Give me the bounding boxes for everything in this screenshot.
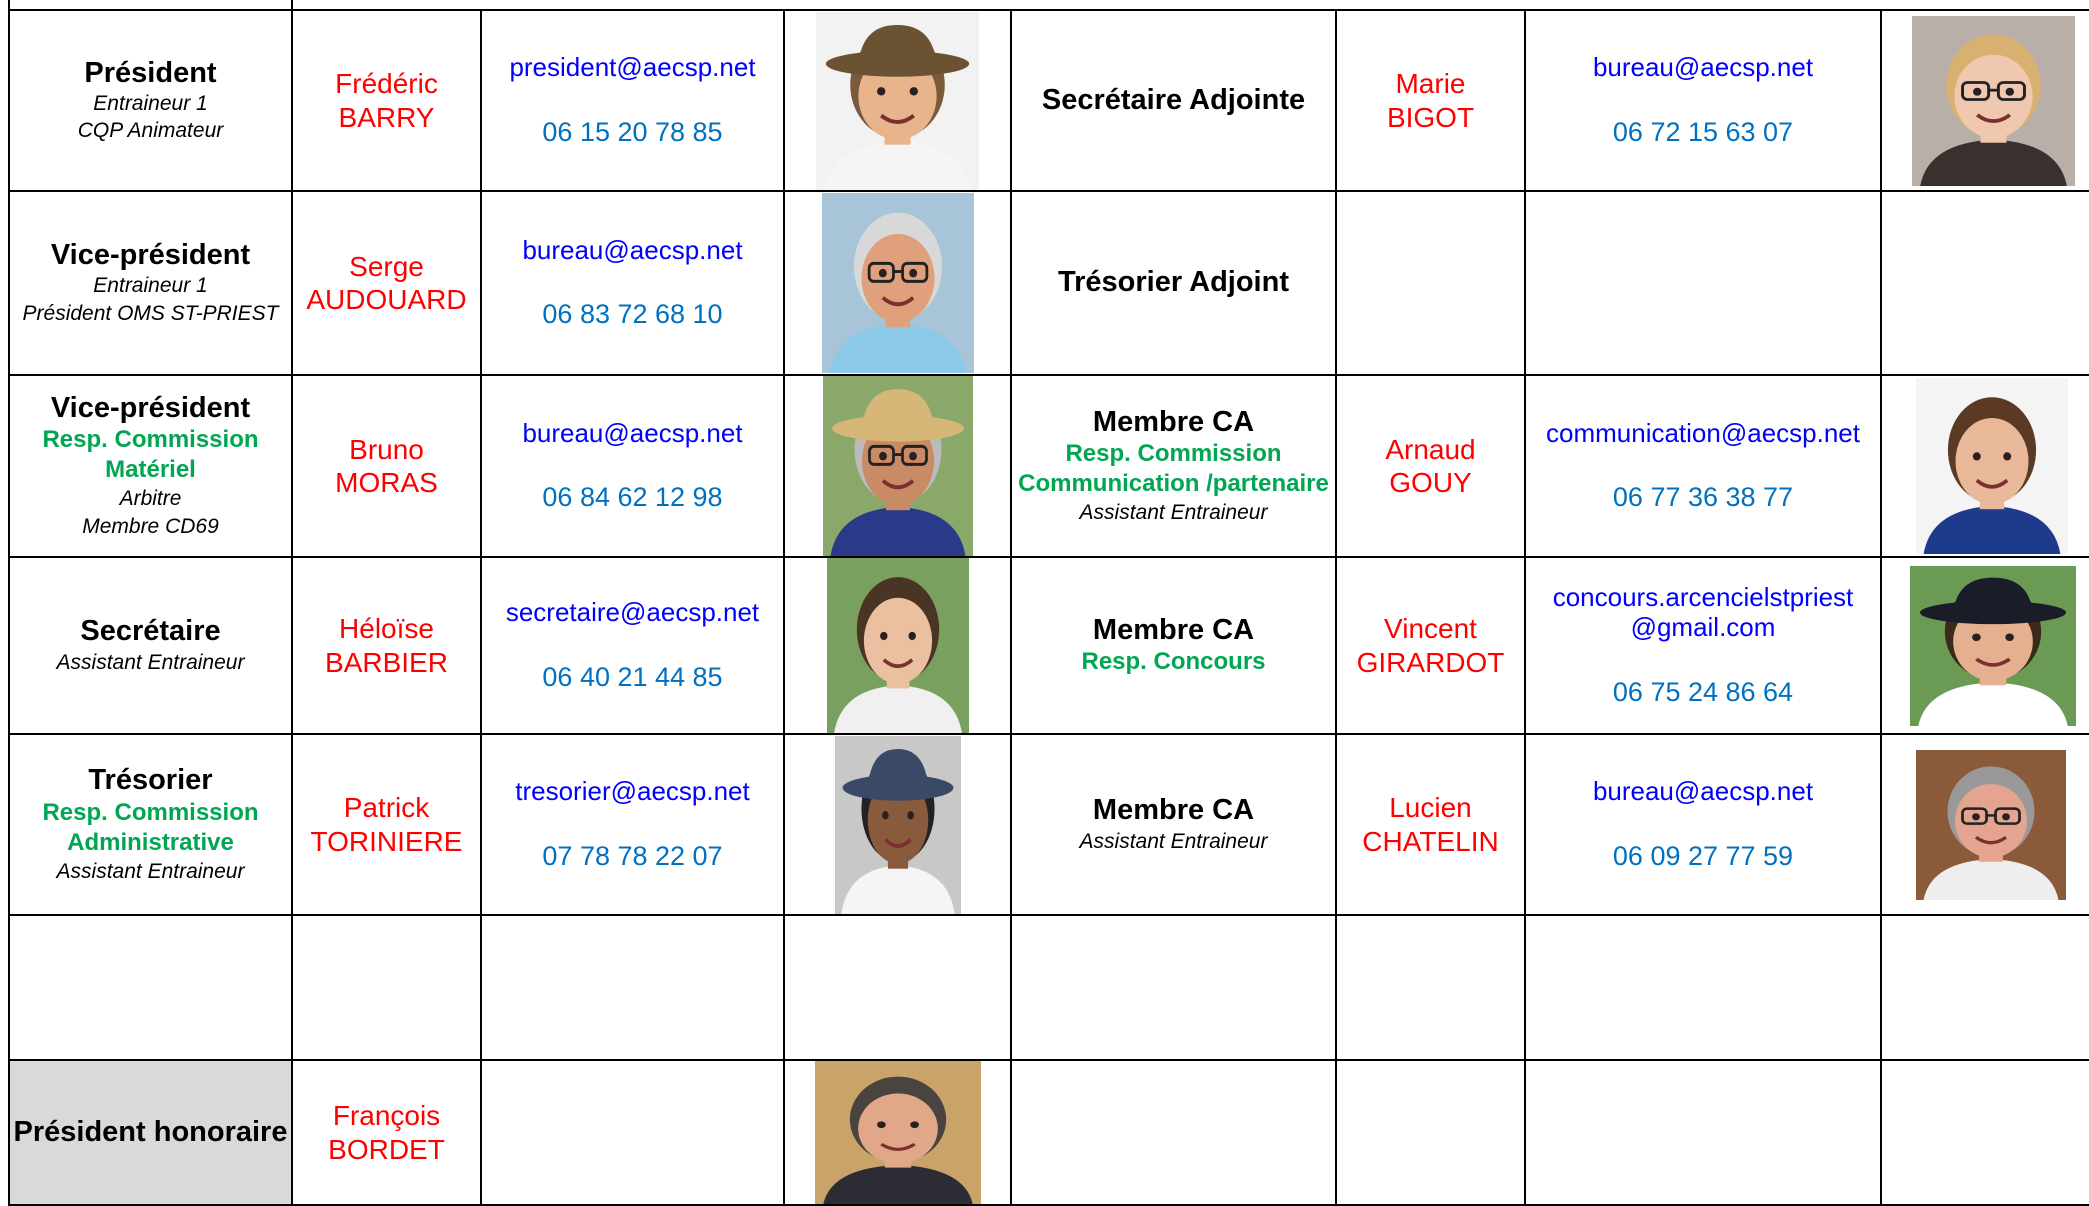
empty-cell xyxy=(1881,191,2089,375)
empty-cell xyxy=(1525,191,1881,375)
photo-heloise-barbier xyxy=(827,558,969,733)
photo-vincent-girardot xyxy=(1910,566,2076,726)
first-name: Bruno xyxy=(349,433,424,465)
board-table xyxy=(8,9,2089,1206)
contact-cell xyxy=(1525,734,1881,915)
portrait-image xyxy=(815,1061,981,1204)
name-cell xyxy=(292,191,481,375)
role-cell xyxy=(1011,557,1336,734)
empty-cell xyxy=(1525,1060,1881,1205)
role-detail: CQP Animateur xyxy=(77,119,224,143)
board-row xyxy=(9,191,2089,375)
empty-cell xyxy=(1336,915,1525,1060)
role-cell xyxy=(1011,10,1336,191)
photo-cell xyxy=(1881,375,2089,557)
name-cell xyxy=(292,734,481,915)
photo-cell xyxy=(1881,557,2089,734)
email-link[interactable]: concours.arcencielstpriest xyxy=(1552,582,1854,613)
empty-cell xyxy=(1881,915,2089,1060)
portrait-image xyxy=(1916,378,2068,554)
photo-cell xyxy=(1881,734,2089,915)
photo-cell xyxy=(784,375,1011,557)
role-detail: Assistant Entraineur xyxy=(1079,829,1268,853)
responsibility: Resp. Commission xyxy=(1065,440,1282,468)
last-name: GIRARDOT xyxy=(1356,646,1505,678)
portrait-image xyxy=(823,376,973,556)
photo-cell xyxy=(784,734,1011,915)
last-name: GOUY xyxy=(1389,467,1472,498)
role-cell xyxy=(1011,191,1336,375)
phone-number: 06 15 20 78 85 xyxy=(542,116,723,147)
role-title: Trésorier Adjoint xyxy=(1058,266,1289,299)
portrait-image xyxy=(835,736,961,914)
first-name: Vincent xyxy=(1384,613,1477,645)
first-name: Serge xyxy=(349,250,424,282)
role-cell xyxy=(9,1060,292,1205)
email-link[interactable]: communication@aecsp.net xyxy=(1546,417,1860,448)
contact-cell xyxy=(481,734,784,915)
phone-number: 06 40 21 44 85 xyxy=(542,661,723,692)
empty-cell xyxy=(481,915,784,1060)
role-detail: Entraineur 1 xyxy=(93,274,208,298)
last-name: TORINIERE xyxy=(310,825,463,857)
photo-cell xyxy=(784,10,1011,191)
empty-cell xyxy=(1011,1060,1336,1205)
role-cell xyxy=(9,557,292,734)
contact-cell xyxy=(481,191,784,375)
first-name: Lucien xyxy=(1389,792,1472,824)
board-row-honorary xyxy=(9,1060,2089,1205)
role-title: Membre CA xyxy=(1092,794,1255,827)
photo-cell xyxy=(784,1060,1011,1205)
role-title: Vice-président xyxy=(50,239,251,272)
last-name: CHATELIN xyxy=(1362,825,1499,857)
portrait-image xyxy=(827,558,969,733)
first-name: Marie xyxy=(1395,68,1466,100)
email-link[interactable]: @gmail.com xyxy=(1630,611,1776,642)
photo-patrick-toriniere xyxy=(835,736,961,914)
role-cell xyxy=(9,10,292,191)
role-cell xyxy=(9,734,292,915)
email-link[interactable]: bureau@aecsp.net xyxy=(1592,776,1814,807)
first-name: François xyxy=(332,1100,441,1132)
responsibility: Resp. Commission xyxy=(42,798,259,826)
role-title: Membre CA xyxy=(1092,613,1255,646)
role-title: Membre CA xyxy=(1092,405,1255,438)
board-row xyxy=(9,10,2089,191)
role-detail: Entraineur 1 xyxy=(93,91,208,115)
role-cell xyxy=(9,375,292,557)
email-link[interactable]: bureau@aecsp.net xyxy=(1592,52,1814,83)
empty-cell xyxy=(1525,915,1881,1060)
phone-number: 06 09 27 77 59 xyxy=(1612,840,1794,871)
role-title: Vice-président xyxy=(50,392,251,425)
empty-cell xyxy=(1011,915,1336,1060)
email-link[interactable]: tresorier@aecsp.net xyxy=(515,776,750,807)
role-title: Secrétaire xyxy=(80,615,221,648)
name-cell xyxy=(292,557,481,734)
responsibility: Matériel xyxy=(105,456,196,484)
email-link[interactable]: bureau@aecsp.net xyxy=(522,417,743,448)
photo-bruno-moras xyxy=(823,376,973,556)
empty-cell xyxy=(292,915,481,1060)
photo-cell xyxy=(1881,10,2089,191)
phone-number: 06 75 24 86 64 xyxy=(1612,676,1794,707)
name-cell xyxy=(292,375,481,557)
last-name: BARRY xyxy=(338,101,435,133)
phone-number: 06 83 72 68 10 xyxy=(542,299,723,330)
phone-number: 06 77 36 38 77 xyxy=(1612,482,1794,513)
empty-cell xyxy=(1336,1060,1525,1205)
last-name: AUDOUARD xyxy=(306,284,467,315)
first-name: Arnaud xyxy=(1385,433,1476,465)
name-cell xyxy=(292,1060,481,1205)
responsibility: Administrative xyxy=(67,828,234,856)
photo-arnaud-gouy xyxy=(1916,378,2068,554)
name-cell xyxy=(1336,557,1525,734)
last-name: BIGOT xyxy=(1386,101,1475,133)
role-cell xyxy=(1011,375,1336,557)
photo-francois-bordet xyxy=(815,1061,981,1204)
photo-lucien-chatelin xyxy=(1916,750,2066,900)
photo-serge-audouard xyxy=(822,193,974,373)
portrait-image xyxy=(822,193,974,373)
email-link[interactable]: secretaire@aecsp.net xyxy=(505,597,760,628)
portrait-image xyxy=(1912,16,2075,186)
name-cell xyxy=(1336,734,1525,915)
role-detail: Membre CD69 xyxy=(82,514,219,538)
contact-cell xyxy=(1525,557,1881,734)
phone-number: 06 72 15 63 07 xyxy=(1612,116,1794,147)
role-title: Président xyxy=(84,56,217,89)
role-title: Président honoraire xyxy=(13,1115,288,1148)
responsibility: Resp. Concours xyxy=(1081,648,1266,676)
board-row xyxy=(9,557,2089,734)
empty-cell xyxy=(481,1060,784,1205)
role-cell xyxy=(9,191,292,375)
role-title: Secrétaire Adjointe xyxy=(1041,83,1306,116)
portrait-image xyxy=(1916,750,2066,900)
phone-number: 06 84 62 12 98 xyxy=(542,482,723,513)
contact-cell xyxy=(481,10,784,191)
portrait-image xyxy=(816,12,979,190)
empty-cell xyxy=(1336,191,1525,375)
responsibility: Communication /partenaire xyxy=(1018,470,1329,498)
role-cell xyxy=(1011,734,1336,915)
photo-cell xyxy=(784,191,1011,375)
last-name: BORDET xyxy=(328,1133,445,1165)
board-row-empty xyxy=(9,915,2089,1060)
phone-number: 07 78 78 22 07 xyxy=(542,840,723,871)
first-name: Patrick xyxy=(343,792,430,824)
role-detail: Assistant Entraineur xyxy=(56,859,245,883)
name-cell xyxy=(1336,375,1525,557)
last-name: MORAS xyxy=(335,467,438,498)
first-name: Frédéric xyxy=(335,68,438,100)
contact-cell xyxy=(1525,375,1881,557)
contact-cell xyxy=(481,375,784,557)
name-cell xyxy=(292,10,481,191)
first-name: Héloïse xyxy=(339,613,434,645)
name-cell xyxy=(1336,10,1525,191)
board-row xyxy=(9,734,2089,915)
role-detail: Arbitre xyxy=(119,487,182,511)
responsibility: Resp. Commission xyxy=(42,426,259,454)
role-detail: Assistant Entraineur xyxy=(56,650,245,674)
role-title: Trésorier xyxy=(88,764,213,797)
photo-frederic-barry xyxy=(816,12,979,190)
empty-cell xyxy=(1881,1060,2089,1205)
empty-cell xyxy=(784,915,1011,1060)
email-link[interactable]: president@aecsp.net xyxy=(509,52,756,83)
photo-cell xyxy=(784,557,1011,734)
photo-marie-bigot xyxy=(1912,16,2075,186)
portrait-image xyxy=(1910,566,2076,726)
contact-cell xyxy=(1525,10,1881,191)
role-detail: Assistant Entraineur xyxy=(1079,501,1268,525)
last-name: BARBIER xyxy=(325,646,448,678)
email-link[interactable]: bureau@aecsp.net xyxy=(522,234,743,265)
contact-cell xyxy=(481,557,784,734)
empty-cell xyxy=(9,915,292,1060)
board-row xyxy=(9,375,2089,557)
role-detail: Président OMS ST-PRIEST xyxy=(22,301,279,325)
